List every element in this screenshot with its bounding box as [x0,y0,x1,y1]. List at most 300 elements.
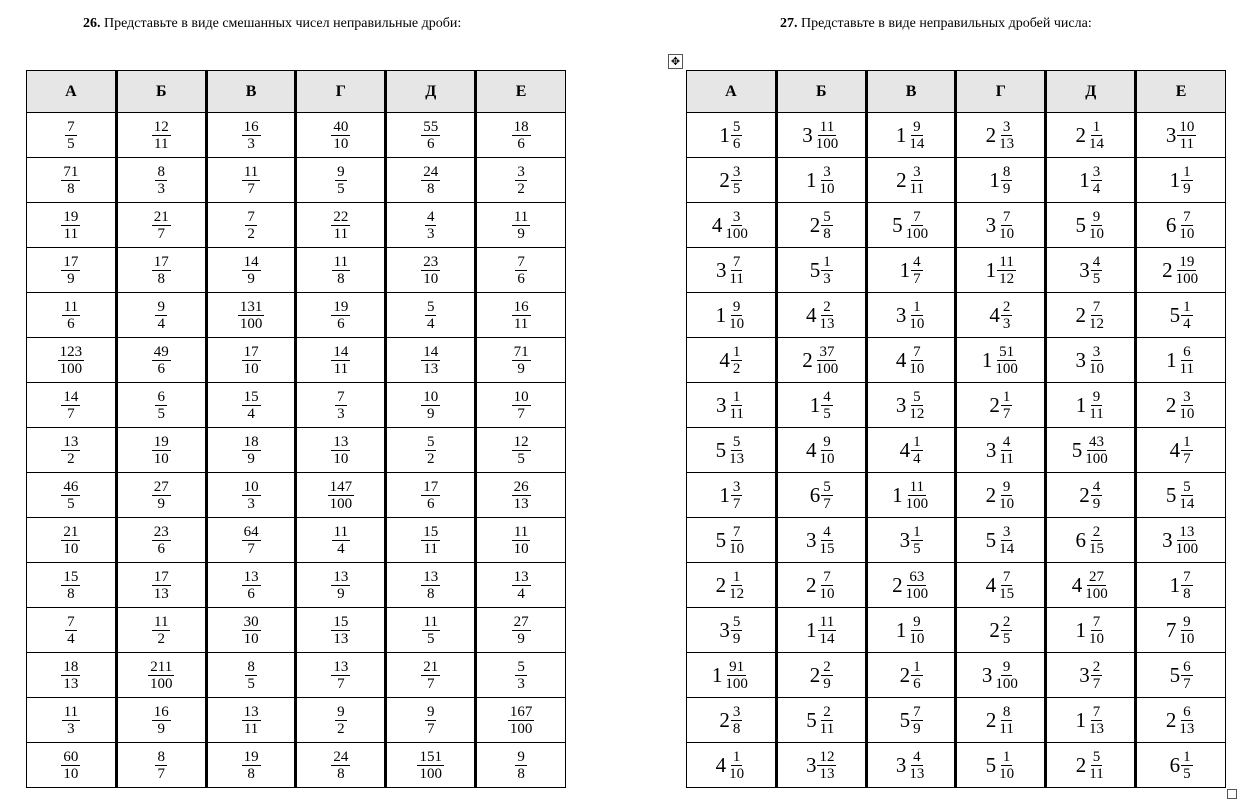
fraction [331,209,350,242]
table-row [687,563,1226,608]
denominator: 10 [513,540,529,557]
denominator: 11 [999,450,1014,467]
table-cell [1046,248,1136,293]
denominator: 5 [67,495,75,512]
table-cell [776,293,866,338]
denominator: 100 [1085,450,1108,467]
numerator: 11 [513,208,529,225]
mixed-number [1079,254,1102,287]
fraction [152,434,171,467]
table-cell [1136,473,1226,518]
table-cell [1136,743,1226,788]
table-cell [27,383,117,428]
numerator: 7 [913,208,921,225]
numerator: 7 [517,253,525,270]
fraction [821,479,833,512]
fraction [997,254,1016,287]
table-cell [1046,338,1136,383]
fraction [1001,389,1013,422]
denominator: 8 [337,270,345,287]
column-header: Б [776,71,866,113]
table-cell [687,158,777,203]
fraction [515,254,527,287]
fraction [331,344,350,377]
fraction [907,119,926,152]
denominator: 2 [247,225,255,242]
denominator: 2 [732,360,741,377]
table-cell [476,563,566,608]
whole-part: 3 [895,752,907,777]
table-cell [1046,608,1136,653]
fraction [814,119,841,152]
denominator: 10 [243,360,259,377]
mixed-number [900,524,923,557]
denominator: 10 [153,450,169,467]
table-cell [1046,383,1136,428]
fraction [1001,614,1013,647]
fraction [723,659,750,692]
mixed-number [719,119,742,152]
denominator: 100 [419,765,442,782]
numerator: 18 [63,658,79,675]
mixed-number [986,524,1017,557]
mixed-number [1170,569,1193,602]
numerator: 1 [1002,388,1011,405]
numerator: 71 [63,163,79,180]
table-cell [27,608,117,653]
numerator: 10 [1179,118,1195,135]
mixed-number [986,254,1017,287]
fraction [512,344,531,377]
numerator: 7 [1092,613,1101,630]
table-cell [1046,563,1136,608]
table-cell [1136,383,1226,428]
numerator: 23 [153,523,169,540]
numerator: 7 [913,343,921,360]
mixed-number [1075,299,1106,332]
table-move-handle-icon[interactable]: ✥ [668,54,683,69]
fraction [331,749,350,782]
denominator: 10 [333,450,349,467]
fraction [911,434,923,467]
numerator: 5 [823,478,831,495]
table-cell [1136,608,1226,653]
table-cell [206,563,296,608]
mixed-number [802,344,840,377]
fraction [731,164,743,197]
denominator: 7 [157,765,165,782]
mixed-number [892,209,930,242]
numerator: 5 [426,433,435,450]
table-row [687,518,1226,563]
numerator: 60 [63,748,79,765]
whole-part: 2 [989,392,1000,417]
whole-part: 3 [1162,527,1173,552]
numerator: 19 [333,298,349,315]
fraction [727,569,746,602]
numerator: 3 [517,163,525,180]
denominator: 13 [513,495,529,512]
table-cell [27,248,117,293]
denominator: 13 [423,360,439,377]
whole-part: 3 [1075,347,1086,372]
numerator: 12 [153,118,169,135]
table-row [687,113,1226,158]
whole-part: 1 [1169,167,1181,192]
denominator: 3 [247,135,255,152]
table-cell [1136,563,1226,608]
mixed-number [986,119,1017,152]
table-cell [296,203,386,248]
numerator: 11 [819,118,835,135]
mixed-number [1072,569,1110,602]
table-cell [776,653,866,698]
numerator: 11 [999,253,1014,270]
table-cell [116,158,206,203]
denominator: 11 [1179,360,1195,377]
table-cell [1136,248,1226,293]
numerator: 1 [732,568,741,585]
table-cell [956,653,1046,698]
denominator: 100 [1085,585,1108,602]
column-header: Е [1136,71,1226,113]
fraction [422,614,440,647]
denominator: 100 [815,360,839,377]
mixed-number [989,299,1012,332]
whole-part: 5 [715,437,727,462]
numerator: 37 [819,343,835,360]
fraction [242,344,261,377]
denominator: 5 [1002,630,1011,647]
header-row [687,71,1226,113]
denominator: 9 [426,405,435,422]
fraction [335,389,347,422]
mixed-number [1166,209,1197,242]
numerator: 7 [67,118,75,135]
numerator: 147 [329,478,353,495]
table-cell [866,563,956,608]
fraction [723,209,750,242]
fraction [425,704,437,737]
mixed-number [810,389,833,422]
mixed-number [802,119,840,152]
table-cell [27,743,117,788]
denominator: 14 [1179,495,1195,512]
numerator: 21 [423,658,439,675]
fraction [1091,479,1103,512]
denominator: 5 [67,135,75,152]
whole-part: 2 [1075,752,1087,777]
table-cell [866,608,956,653]
denominator: 9 [247,270,255,287]
table-cell [206,428,296,473]
whole-part: 1 [809,392,821,417]
whole-part: 1 [1166,347,1177,372]
whole-part: 4 [1169,437,1181,462]
whole-part: 1 [1169,572,1181,597]
mixed-number [1170,299,1193,332]
denominator: 11 [243,720,259,737]
numerator: 46 [63,478,79,495]
table-cell [386,473,476,518]
table-cell [687,518,777,563]
denominator: 12 [1088,315,1104,332]
fraction [512,299,531,332]
table-cell [386,203,476,248]
table-cell [1046,698,1136,743]
numerator: 15 [423,523,439,540]
mixed-number [896,299,927,332]
denominator: 10 [999,495,1015,512]
fraction [907,299,926,332]
table-cell [956,563,1046,608]
numerator: 1 [823,253,831,270]
fraction [727,299,746,332]
table-cell [1046,203,1136,248]
numerator: 13 [1179,523,1195,540]
fraction [1181,749,1193,782]
denominator: 8 [67,180,75,197]
column-header: Д [386,71,476,113]
table-cell [206,248,296,293]
table-cell [1136,518,1226,563]
whole-part: 4 [805,437,817,462]
task-26-text: Представьте в виде смешанных чисел неправильные дроби: [100,16,462,31]
fraction [907,389,926,422]
table-cell [687,203,777,248]
fraction [155,164,167,197]
fraction [61,479,80,512]
mixed-number [1170,164,1193,197]
numerator: 8 [1002,703,1011,720]
whole-part: 4 [719,347,730,372]
fraction [817,569,836,602]
table-cell [27,518,117,563]
fraction [1177,479,1196,512]
fraction [331,614,350,647]
denominator: 8 [732,720,741,737]
numerator: 9 [1092,208,1101,225]
fraction [332,254,350,287]
table-cell [776,428,866,473]
mixed-number [1166,614,1197,647]
table-cell [1136,653,1226,698]
table-cell [956,293,1046,338]
whole-part: 3 [985,437,997,462]
table-cell [296,113,386,158]
fraction [62,299,80,332]
numerator: 13 [243,703,259,720]
whole-part: 6 [809,482,821,507]
table-cell [866,428,956,473]
whole-part: 2 [1075,122,1086,147]
whole-part: 3 [802,122,813,147]
numerator: 11 [243,163,259,180]
fraction [515,164,527,197]
table-row [27,158,566,203]
denominator: 10 [999,765,1015,782]
numerator: 16 [243,118,259,135]
numerator: 5 [913,388,921,405]
numerator: 7 [67,613,75,630]
table-cell [476,653,566,698]
fraction [152,209,171,242]
table-cell [476,248,566,293]
table-cell [687,743,777,788]
fraction [421,479,440,512]
fraction [904,479,931,512]
fraction [911,659,923,692]
denominator: 5 [1183,765,1191,782]
fraction [1001,299,1013,332]
numerator: 19 [1179,253,1195,270]
fraction [1181,659,1193,692]
table-cell [956,428,1046,473]
denominator: 5 [337,180,345,197]
table-row [27,293,566,338]
fraction [421,344,440,377]
fraction [58,344,85,377]
table-cell [27,428,117,473]
whole-part: 6 [1075,527,1086,552]
denominator: 9 [732,630,741,647]
mixed-number [810,479,833,512]
mixed-number [1162,524,1200,557]
whole-part: 3 [715,257,727,282]
table-cell [386,113,476,158]
denominator: 7 [247,540,255,557]
fraction [997,479,1016,512]
fraction [731,704,743,737]
denominator: 11 [1089,765,1104,782]
denominator: 14 [909,135,925,152]
numerator: 4 [1092,478,1101,495]
table-row [687,338,1226,383]
fraction [821,389,833,422]
fraction [421,524,440,557]
fraction [911,254,923,287]
table-cell [27,293,117,338]
table-cell [956,743,1046,788]
denominator: 10 [63,540,79,557]
fraction [512,389,531,422]
table-row [27,743,566,788]
table-cell [776,113,866,158]
numerator: 1 [732,748,741,765]
denominator: 5 [157,405,165,422]
whole-part: 2 [715,572,727,597]
mixed-number [712,209,750,242]
denominator: 11 [154,135,169,152]
fraction [242,254,261,287]
denominator: 15 [819,540,835,557]
denominator: 7 [1183,675,1191,692]
table-cell [687,293,777,338]
table-cell [1136,203,1226,248]
fraction [1174,254,1201,287]
whole-part: 7 [1165,617,1177,642]
numerator: 7 [732,523,741,540]
numerator: 55 [423,118,439,135]
table-row [27,653,566,698]
mixed-number [986,434,1016,467]
denominator: 6 [337,315,345,332]
denominator: 4 [247,405,255,422]
numerator: 5 [1092,748,1101,765]
numerator: 10 [423,388,439,405]
numerator: 4 [1002,433,1011,450]
denominator: 8 [157,270,165,287]
mixed-number [1170,749,1193,782]
fraction [727,434,746,467]
denominator: 10 [909,315,925,332]
table-cell [206,113,296,158]
denominator: 8 [67,585,75,602]
table-cell [296,473,386,518]
denominator: 5 [732,180,741,197]
table-cell [116,473,206,518]
numerator: 5 [1183,478,1191,495]
whole-part: 2 [1165,707,1177,732]
table-row [27,203,566,248]
table-cell [116,608,206,653]
fraction [1083,569,1110,602]
table-cell [116,743,206,788]
denominator: 9 [517,225,525,242]
table-cell [1136,428,1226,473]
fraction [421,389,440,422]
whole-part: 3 [899,527,911,552]
denominator: 7 [1092,675,1101,692]
fraction [61,749,80,782]
table-cell [116,698,206,743]
table-cell [866,113,956,158]
denominator: 100 [995,675,1018,692]
numerator: 63 [909,568,925,585]
denominator: 5 [517,450,525,467]
denominator: 2 [67,450,75,467]
table-cell [386,743,476,788]
numerator: 13 [243,568,259,585]
table-cell [866,518,956,563]
mixed-number [982,344,1020,377]
fraction [152,479,171,512]
whole-part: 3 [1079,257,1090,282]
table-resize-handle-icon[interactable] [1227,789,1237,799]
task-26-title [83,16,461,32]
fraction [817,434,836,467]
fraction [1087,524,1106,557]
fraction [1181,164,1193,197]
table-cell [386,563,476,608]
numerator: 5 [732,118,741,135]
mixed-number [806,299,837,332]
fraction [814,344,841,377]
table-cell [1046,473,1136,518]
whole-part: 5 [1075,212,1086,237]
denominator: 4 [1092,180,1101,197]
numerator: 123 [59,343,83,360]
denominator: 13 [909,765,925,782]
mixed-number [719,704,742,737]
fraction [242,389,261,422]
table-row [27,248,566,293]
mixed-number [1162,254,1200,287]
table-cell [687,383,777,428]
fraction [904,209,931,242]
mixed-number [1166,389,1197,422]
mixed-number [719,344,742,377]
